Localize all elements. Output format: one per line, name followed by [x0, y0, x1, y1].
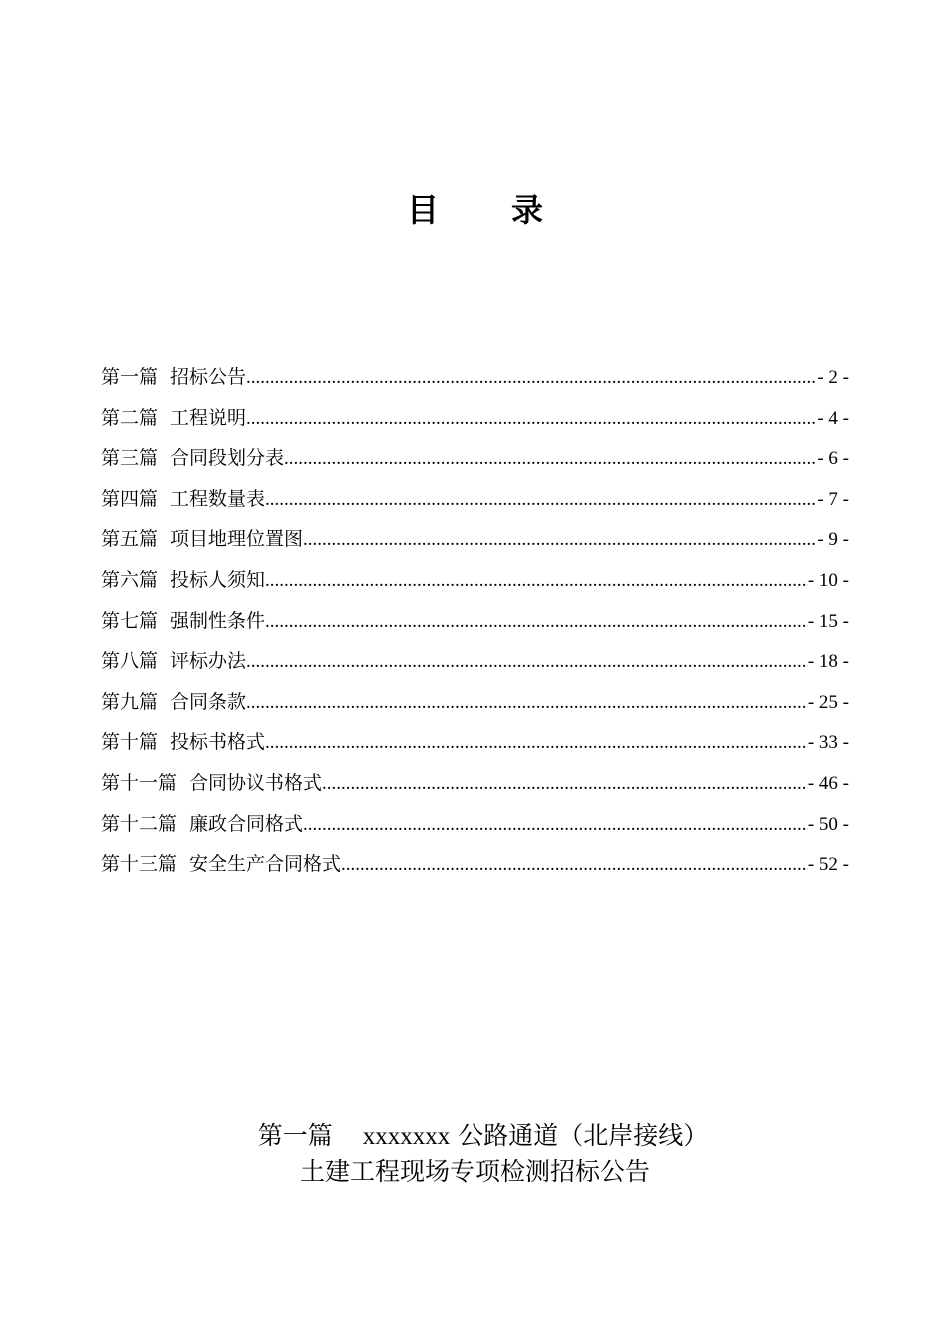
toc-entry-part: 第十篇 [101, 731, 159, 754]
toc-dot-leader [265, 723, 808, 764]
toc-entry-label [101, 438, 284, 479]
toc-entry[interactable] [101, 438, 849, 479]
toc-entry-title: 廉政合同格式 [189, 812, 304, 835]
toc-entry-part: 第六篇 [101, 568, 159, 591]
toc-dot-leader [303, 805, 808, 846]
toc-dot-leader [246, 358, 817, 399]
toc-entry[interactable] [101, 560, 849, 601]
toc-entry-part: 第八篇 [101, 650, 159, 673]
toc-entry-part: 第五篇 [101, 528, 159, 551]
toc-entry[interactable] [101, 844, 849, 885]
toc-entry-title: 投标书格式 [170, 731, 266, 754]
toc-entry[interactable] [101, 601, 849, 642]
toc-entry-part: 第十二篇 [101, 812, 178, 835]
toc-entry-page-number: - 4 - [817, 407, 849, 429]
toc-entry-label [101, 479, 265, 520]
section-heading [0, 1118, 950, 1189]
toc-entry-label [101, 682, 246, 723]
toc-entry-part: 第七篇 [101, 609, 159, 632]
toc-entry-title: 工程数量表 [170, 487, 266, 510]
toc-entry-label [101, 763, 322, 804]
toc-dot-leader [322, 764, 808, 805]
toc-entry-page-number: - 7 - [817, 488, 849, 510]
toc-entry-page-number: - 2 - [817, 367, 849, 388]
toc-entry-label [101, 641, 246, 682]
toc-dot-leader [341, 845, 808, 886]
toc-entry[interactable] [101, 641, 849, 682]
toc-entry-page-number: - 9 - [817, 529, 849, 551]
toc-title-left: 目 [406, 191, 439, 229]
toc-entry-label [101, 804, 303, 845]
toc-entry-label [101, 844, 341, 885]
toc-entry-title: 投标人须知 [170, 568, 266, 591]
toc-entry-page-number: - 46 - [807, 772, 849, 794]
toc-entry-label [101, 560, 265, 601]
toc-entry-part: 第四篇 [101, 487, 159, 510]
toc-entry-title: 合同段划分表 [170, 447, 285, 470]
section-code: xxxxxxx [362, 1123, 451, 1150]
toc-dot-leader [246, 399, 817, 440]
section-title-rest: 公路通道（北岸接线） [458, 1121, 709, 1150]
toc-entry-page-number: - 10 - [807, 569, 849, 591]
toc-entry[interactable] [101, 763, 849, 804]
toc-entry-page-number: - 15 - [807, 610, 849, 632]
toc-entry-title: 招标公告 [170, 366, 247, 388]
toc-entry-part: 第九篇 [101, 690, 159, 713]
toc-entry[interactable] [101, 398, 849, 439]
toc-entry-page-number: - 52 - [807, 854, 849, 876]
toc-title-right: 录 [511, 191, 544, 229]
toc-entry-part: 第十一篇 [101, 771, 178, 794]
toc-entry[interactable] [101, 804, 849, 845]
toc-entry-page-number: - 33 - [807, 732, 849, 754]
toc-entry-title: 合同协议书格式 [189, 771, 323, 794]
toc-entry-title: 安全生产合同格式 [189, 853, 342, 876]
toc-entry[interactable] [101, 519, 849, 560]
table-of-contents [101, 357, 849, 885]
toc-entry-title: 项目地理位置图 [170, 528, 304, 551]
toc-entry-label [101, 722, 265, 763]
toc-entry-part: 第十三篇 [101, 853, 178, 876]
toc-dot-leader [265, 602, 808, 643]
toc-dot-leader [246, 642, 808, 683]
toc-dot-leader [265, 480, 817, 521]
toc-entry-page-number: - 6 - [817, 448, 849, 470]
toc-entry[interactable] [101, 722, 849, 763]
toc-entry-part: 第二篇 [101, 406, 159, 429]
toc-entry[interactable] [101, 479, 849, 520]
toc-dot-leader [284, 439, 817, 480]
toc-entry[interactable] [101, 682, 849, 723]
toc-entry[interactable] [101, 357, 849, 398]
toc-entry-title: 合同条款 [170, 690, 247, 713]
section-heading-line-1 [0, 1118, 950, 1154]
toc-entry-part: 第一篇 [101, 366, 159, 388]
toc-entry-title: 强制性条件 [170, 609, 266, 632]
toc-entry-page-number: - 50 - [807, 813, 849, 835]
toc-entry-title: 工程说明 [170, 406, 247, 429]
toc-entry-label [101, 601, 265, 642]
toc-dot-leader [265, 561, 808, 602]
toc-dot-leader [246, 683, 808, 724]
toc-entry-title: 评标办法 [170, 650, 247, 673]
toc-dot-leader [303, 520, 817, 561]
section-part-label: 第一篇 [257, 1121, 333, 1150]
toc-title [0, 185, 950, 231]
toc-entry-label [101, 398, 246, 439]
section-heading-line-2: 土建工程现场专项检测招标公告 [299, 1157, 650, 1186]
toc-entry-part: 第三篇 [101, 447, 159, 470]
toc-entry-page-number: - 18 - [807, 651, 849, 673]
toc-entry-label [101, 519, 303, 560]
toc-entry-label [101, 357, 246, 398]
toc-entry-page-number: - 25 - [807, 691, 849, 713]
